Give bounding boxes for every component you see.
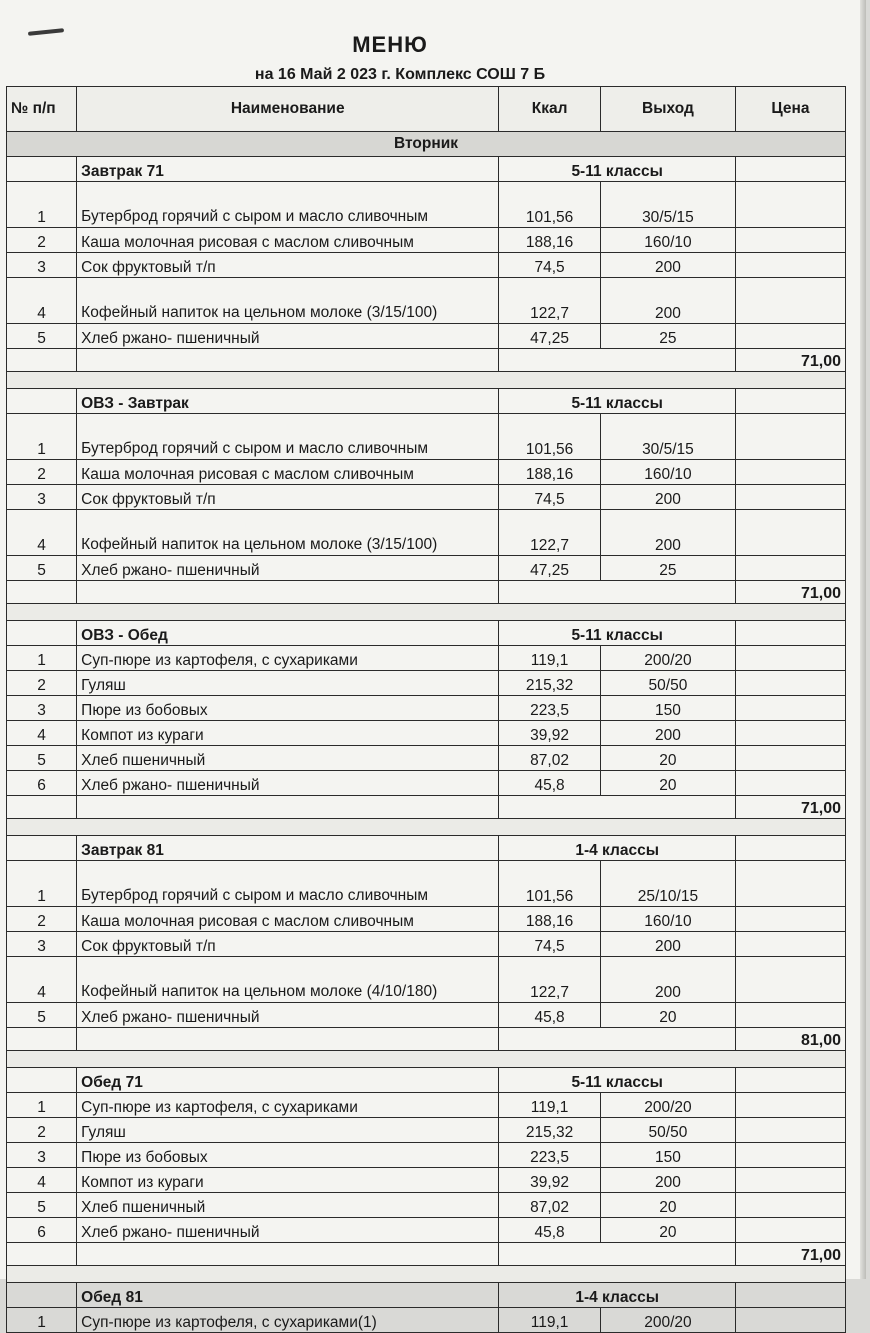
item-name: Каша молочная рисовая с маслом сливочным	[77, 460, 499, 485]
table-row	[7, 646, 846, 671]
item-name: Гуляш	[77, 1118, 499, 1143]
item-kcal: 87,02	[499, 746, 601, 771]
item-output: 200	[600, 957, 735, 1003]
table-row	[7, 907, 846, 932]
section-price-cell	[735, 389, 845, 414]
item-kcal: 74,5	[499, 485, 601, 510]
item-number: 3	[7, 253, 77, 278]
item-output: 160/10	[600, 907, 735, 932]
table-row	[7, 696, 846, 721]
item-kcal: 119,1	[499, 1308, 601, 1333]
table-row	[7, 182, 846, 228]
item-output: 20	[600, 1218, 735, 1243]
table-row	[7, 324, 846, 349]
total-kcal-cell	[499, 1243, 736, 1266]
item-output: 160/10	[600, 228, 735, 253]
item-price	[735, 228, 845, 253]
section-total-price: 71,00	[735, 349, 845, 372]
col-header-num: № п/п	[7, 87, 77, 132]
table-row	[7, 414, 846, 460]
item-kcal: 122,7	[499, 510, 601, 556]
table-row	[7, 1193, 846, 1218]
section-classes: 1-4 классы	[499, 836, 736, 861]
item-kcal: 74,5	[499, 932, 601, 957]
item-number: 5	[7, 746, 77, 771]
item-name: Кофейный напиток на цельном молоке (3/15/100)	[77, 278, 499, 324]
item-price	[735, 721, 845, 746]
item-kcal: 119,1	[499, 646, 601, 671]
item-output: 150	[600, 1143, 735, 1168]
item-number: 1	[7, 646, 77, 671]
item-name: Хлеб ржано- пшеничный	[77, 771, 499, 796]
item-kcal: 101,56	[499, 861, 601, 907]
table-row	[7, 1003, 846, 1028]
item-number: 1	[7, 1093, 77, 1118]
item-price	[735, 771, 845, 796]
item-number: 1	[7, 861, 77, 907]
item-kcal: 122,7	[499, 957, 601, 1003]
header-row	[7, 87, 846, 132]
table-row	[7, 1218, 846, 1243]
item-name: Сок фруктовый т/п	[77, 253, 499, 278]
item-price	[735, 1003, 845, 1028]
item-price	[735, 278, 845, 324]
section-header-row	[7, 157, 846, 182]
section-spacer-row	[7, 1266, 846, 1283]
item-kcal: 215,32	[499, 671, 601, 696]
spacer-cell	[7, 1051, 846, 1068]
table-row	[7, 556, 846, 581]
spacer-cell	[7, 1266, 846, 1283]
item-name: Кофейный напиток на цельном молоке (3/15/100)	[77, 510, 499, 556]
total-kcal-cell	[499, 581, 736, 604]
table-row	[7, 228, 846, 253]
item-number: 2	[7, 671, 77, 696]
table-row	[7, 932, 846, 957]
section-classes: 1-4 классы	[499, 1283, 736, 1308]
item-price	[735, 460, 845, 485]
item-name: Компот из кураги	[77, 1168, 499, 1193]
section-spacer-row	[7, 372, 846, 389]
item-output: 30/5/15	[600, 182, 735, 228]
item-output: 200	[600, 721, 735, 746]
col-header-output: Выход	[600, 87, 735, 132]
table-row	[7, 460, 846, 485]
item-output: 200	[600, 1168, 735, 1193]
item-kcal: 122,7	[499, 278, 601, 324]
item-output: 200/20	[600, 1093, 735, 1118]
item-number: 2	[7, 907, 77, 932]
table-row	[7, 485, 846, 510]
item-name: Бутерброд горячий с сыром и масло сливочным	[77, 414, 499, 460]
item-price	[735, 932, 845, 957]
total-name-cell	[77, 349, 499, 372]
item-kcal: 45,8	[499, 1218, 601, 1243]
item-price	[735, 957, 845, 1003]
item-kcal: 101,56	[499, 182, 601, 228]
item-name: Хлеб ржано- пшеничный	[77, 324, 499, 349]
section-total-row	[7, 349, 846, 372]
item-name: Гуляш	[77, 671, 499, 696]
item-kcal: 101,56	[499, 414, 601, 460]
spacer-cell	[7, 819, 846, 836]
total-name-cell	[77, 581, 499, 604]
menu-table	[6, 86, 846, 1333]
item-output: 200	[600, 485, 735, 510]
section-title: ОВЗ - Завтрак	[77, 389, 499, 414]
item-price	[735, 861, 845, 907]
section-classes: 5-11 классы	[499, 389, 736, 414]
section-price-cell	[735, 1283, 845, 1308]
item-number: 3	[7, 485, 77, 510]
table-row	[7, 510, 846, 556]
section-title: Обед 81	[77, 1283, 499, 1308]
item-number: 4	[7, 510, 77, 556]
item-price	[735, 671, 845, 696]
item-output: 30/5/15	[600, 414, 735, 460]
day-label: Вторник	[7, 132, 846, 157]
item-name: Хлеб ржано- пшеничный	[77, 1218, 499, 1243]
table-row	[7, 1118, 846, 1143]
section-spacer-row	[7, 604, 846, 621]
section-num-cell	[7, 836, 77, 861]
section-spacer-row	[7, 819, 846, 836]
item-name: Кофейный напиток на цельном молоке (4/10/180)	[77, 957, 499, 1003]
item-name: Каша молочная рисовая с маслом сливочным	[77, 228, 499, 253]
section-num-cell	[7, 1283, 77, 1308]
item-output: 50/50	[600, 671, 735, 696]
item-name: Суп-пюре из картофеля, с сухариками	[77, 646, 499, 671]
item-price	[735, 1168, 845, 1193]
item-price	[735, 556, 845, 581]
item-price	[735, 696, 845, 721]
item-name: Хлеб пшеничный	[77, 1193, 499, 1218]
section-num-cell	[7, 157, 77, 182]
table-row	[7, 721, 846, 746]
section-price-cell	[735, 1068, 845, 1093]
spacer-cell	[7, 604, 846, 621]
day-row	[7, 132, 846, 157]
section-classes: 5-11 классы	[499, 621, 736, 646]
page-edge	[860, 0, 866, 1279]
section-total-price: 81,00	[735, 1028, 845, 1051]
item-kcal: 87,02	[499, 1193, 601, 1218]
item-price	[735, 1118, 845, 1143]
section-spacer-row	[7, 1051, 846, 1068]
item-kcal: 215,32	[499, 1118, 601, 1143]
item-number: 2	[7, 460, 77, 485]
item-kcal: 74,5	[499, 253, 601, 278]
section-title: Обед 71	[77, 1068, 499, 1093]
item-output: 20	[600, 746, 735, 771]
item-output: 25/10/15	[600, 861, 735, 907]
section-total-price: 71,00	[735, 1243, 845, 1266]
col-header-kcal: Ккал	[499, 87, 601, 132]
item-kcal: 39,92	[499, 1168, 601, 1193]
table-row	[7, 957, 846, 1003]
item-name: Хлеб пшеничный	[77, 746, 499, 771]
item-number: 3	[7, 696, 77, 721]
item-number: 4	[7, 957, 77, 1003]
table-row	[7, 671, 846, 696]
section-total-row	[7, 796, 846, 819]
item-output: 200	[600, 253, 735, 278]
item-price	[735, 1218, 845, 1243]
item-output: 200/20	[600, 1308, 735, 1333]
section-header-row	[7, 621, 846, 646]
item-number: 5	[7, 324, 77, 349]
section-price-cell	[735, 157, 845, 182]
item-name: Бутерброд горячий с сыром и масло сливочным	[77, 861, 499, 907]
item-price	[735, 485, 845, 510]
item-kcal: 188,16	[499, 460, 601, 485]
item-price	[735, 414, 845, 460]
item-output: 200	[600, 932, 735, 957]
item-name: Сок фруктовый т/п	[77, 932, 499, 957]
item-number: 2	[7, 228, 77, 253]
item-output: 200	[600, 510, 735, 556]
table-row	[7, 278, 846, 324]
item-number: 1	[7, 1308, 77, 1333]
page-subtitle: на 16 Май 2 023 г. Комплекс СОШ 7 Б	[254, 66, 546, 83]
col-header-price: Цена	[735, 87, 845, 132]
item-name: Каша молочная рисовая с маслом сливочным	[77, 907, 499, 932]
section-title: Завтрак 71	[77, 157, 499, 182]
item-name: Хлеб ржано- пшеничный	[77, 1003, 499, 1028]
item-name: Суп-пюре из картофеля, с сухариками	[77, 1093, 499, 1118]
section-header-row	[7, 836, 846, 861]
section-num-cell	[7, 621, 77, 646]
section-total-price: 71,00	[735, 796, 845, 819]
item-name: Сок фруктовый т/п	[77, 485, 499, 510]
total-num-cell	[7, 1243, 77, 1266]
item-price	[735, 746, 845, 771]
item-price	[735, 253, 845, 278]
section-total-row	[7, 1243, 846, 1266]
section-header-row	[7, 1283, 846, 1308]
item-number: 1	[7, 414, 77, 460]
item-number: 4	[7, 1168, 77, 1193]
item-output: 150	[600, 696, 735, 721]
table-row	[7, 253, 846, 278]
section-total-price: 71,00	[735, 581, 845, 604]
total-kcal-cell	[499, 1028, 736, 1051]
total-num-cell	[7, 349, 77, 372]
spacer-cell	[7, 372, 846, 389]
section-num-cell	[7, 389, 77, 414]
item-number: 3	[7, 1143, 77, 1168]
item-kcal: 45,8	[499, 1003, 601, 1028]
item-kcal: 188,16	[499, 228, 601, 253]
item-price	[735, 510, 845, 556]
item-price	[735, 907, 845, 932]
total-name-cell	[77, 1243, 499, 1266]
item-output: 200	[600, 278, 735, 324]
section-classes: 5-11 классы	[499, 1068, 736, 1093]
item-kcal: 47,25	[499, 556, 601, 581]
section-total-row	[7, 581, 846, 604]
section-title: ОВЗ - Обед	[77, 621, 499, 646]
item-number: 5	[7, 1003, 77, 1028]
section-price-cell	[735, 621, 845, 646]
item-name: Пюре из бобовых	[77, 1143, 499, 1168]
item-number: 6	[7, 771, 77, 796]
item-name: Хлеб ржано- пшеничный	[77, 556, 499, 581]
item-price	[735, 1093, 845, 1118]
item-kcal: 119,1	[499, 1093, 601, 1118]
table-row	[7, 1168, 846, 1193]
section-header-row	[7, 389, 846, 414]
total-num-cell	[7, 1028, 77, 1051]
item-output: 160/10	[600, 460, 735, 485]
table-row	[7, 1308, 846, 1333]
item-price	[735, 646, 845, 671]
section-price-cell	[735, 836, 845, 861]
section-title: Завтрак 81	[77, 836, 499, 861]
page-title: МЕНЮ	[352, 32, 428, 57]
total-name-cell	[77, 796, 499, 819]
table-row	[7, 861, 846, 907]
section-classes: 5-11 классы	[499, 157, 736, 182]
total-kcal-cell	[499, 796, 736, 819]
item-number: 6	[7, 1218, 77, 1243]
item-kcal: 39,92	[499, 721, 601, 746]
section-header-row	[7, 1068, 846, 1093]
item-price	[735, 1143, 845, 1168]
item-output: 50/50	[600, 1118, 735, 1143]
item-price	[735, 324, 845, 349]
item-output: 20	[600, 1003, 735, 1028]
total-num-cell	[7, 581, 77, 604]
item-name: Компот из кураги	[77, 721, 499, 746]
item-number: 2	[7, 1118, 77, 1143]
menu-body	[7, 132, 846, 1333]
item-number: 4	[7, 721, 77, 746]
col-header-name: Наименование	[77, 87, 499, 132]
item-output: 25	[600, 324, 735, 349]
item-price	[735, 182, 845, 228]
item-kcal: 47,25	[499, 324, 601, 349]
table-row	[7, 1093, 846, 1118]
total-kcal-cell	[499, 349, 736, 372]
item-price	[735, 1308, 845, 1333]
item-name: Суп-пюре из картофеля, с сухариками(1)	[77, 1308, 499, 1333]
section-num-cell	[7, 1068, 77, 1093]
item-name: Пюре из бобовых	[77, 696, 499, 721]
total-num-cell	[7, 796, 77, 819]
item-number: 5	[7, 1193, 77, 1218]
item-output: 25	[600, 556, 735, 581]
item-kcal: 223,5	[499, 696, 601, 721]
section-total-row	[7, 1028, 846, 1051]
item-output: 20	[600, 1193, 735, 1218]
item-number: 5	[7, 556, 77, 581]
item-number: 1	[7, 182, 77, 228]
item-name: Бутерброд горячий с сыром и масло сливочным	[77, 182, 499, 228]
item-kcal: 223,5	[499, 1143, 601, 1168]
item-number: 4	[7, 278, 77, 324]
table-row	[7, 746, 846, 771]
item-output: 200/20	[600, 646, 735, 671]
total-name-cell	[77, 1028, 499, 1051]
table-row	[7, 771, 846, 796]
item-price	[735, 1193, 845, 1218]
item-number: 3	[7, 932, 77, 957]
item-kcal: 45,8	[499, 771, 601, 796]
table-row	[7, 1143, 846, 1168]
item-kcal: 188,16	[499, 907, 601, 932]
item-output: 20	[600, 771, 735, 796]
